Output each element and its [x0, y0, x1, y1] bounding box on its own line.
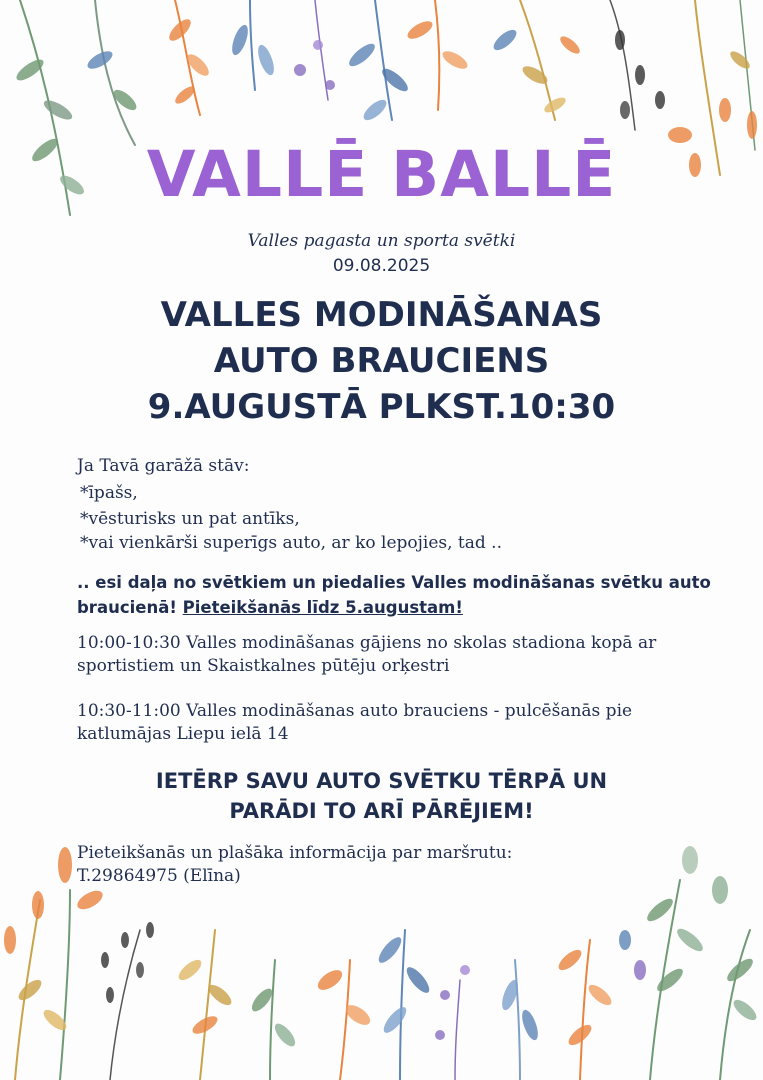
headline-line-2: AUTO BRAUCIENS [213, 341, 550, 381]
schedule-item-drive: 10:30-11:00 Valles modināšanas auto brauciens - pulcēšanās pie katlumājas Liepu ielā 14 [77, 701, 633, 744]
call-to-action [77, 570, 717, 620]
event-subtitle: Valles pagasta un sporta svētki [247, 231, 516, 251]
callout-line-2: PARĀDI TO ARĪ PĀRĒJIEM! [229, 799, 534, 823]
callout-block [0, 766, 763, 826]
bullet-item: *vēsturisks un pat antīks, [80, 509, 300, 529]
headline-line-1: VALLES MODINĀŠANAS [160, 295, 603, 335]
cta-main-text: .. esi daļa no svētkiem un piedalies Valles modināšanas svētku auto braucienā! [77, 573, 711, 617]
bullet-item: *īpašs, [80, 483, 138, 503]
intro-text: Ja Tavā garāžā stāv: [77, 456, 250, 476]
event-date: 09.08.2025 [332, 256, 431, 276]
headline-line-3: 9.AUGUSTĀ PLKST.10:30 [147, 387, 616, 427]
floral-bottom-decoration [0, 820, 763, 1080]
contact-phone: T.29864975 (Elīna) [77, 866, 241, 886]
contact-line-1: Pieteikšanās un plašāka informācija par maršrutu: [77, 843, 513, 863]
callout-line-1: IETĒRP SAVU AUTO SVĒTKU TĒRPĀ UN [155, 769, 608, 793]
bullet-item: *vai vienkārši superīgs auto, ar ko lepojies, tad .. [80, 533, 502, 553]
schedule-item-march: 10:00-10:30 Valles modināšanas gājiens no skolas stadiona kopā ar sportistiem un Skaistkalnes pūtēju orķestri [77, 633, 657, 676]
event-title: VALLĒ BALLĒ [146, 138, 617, 211]
cta-deadline: Pieteikšanās līdz 5.augustam! [182, 598, 463, 617]
